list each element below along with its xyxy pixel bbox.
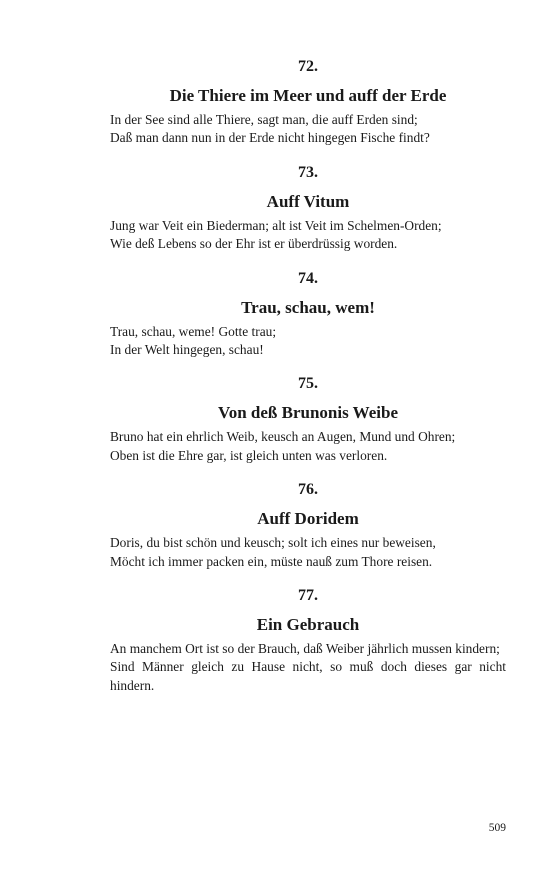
poem-line: In der Welt hingegen, schau! [110,342,264,358]
poem-title: Auff Doridem [257,509,359,529]
poem-line: Oben ist die Ehre gar, ist gleich unten was verloren. [110,447,388,463]
poem-text [110,111,506,148]
poem-title: Die Thiere im Meer und auff der Erde [169,86,447,105]
poem-number: 76. [298,481,318,499]
poem-72 [110,56,506,148]
page-content [110,56,506,709]
poem-title: Von deß Brunonis Weibe [218,403,398,423]
poem-73 [110,162,506,254]
poem-line: Trau, schau, weme! Gotte trau; [110,323,277,339]
poem-line: Möcht ich immer packen ein, müste nauß zum Thore reisen. [110,553,433,569]
poem-line: In der See sind alle Thiere, sagt man, die auff Erden sind; [110,112,418,127]
poem-line: Sind Männer gleich zu Hause nicht, so muß doch dieses gar nicht hindern. [110,659,506,693]
page-number: 509 [488,822,506,834]
poem-number: 72. [298,58,318,75]
poem-number: 75. [298,375,318,393]
poem-74 [110,268,506,360]
poem-text [110,323,506,360]
poem-77 [110,585,506,695]
poem-number: 74. [298,269,318,287]
poem-75 [110,373,506,465]
poem-text [110,217,506,254]
poem-title: Ein Gebrauch [256,615,360,635]
poem-number: 77. [298,587,318,605]
poem-line: Daß man dann nun in der Erde nicht hingegen Fische findt? [110,130,430,146]
poem-title: Auff Vitum [266,191,350,211]
poem-title: Trau, schau, wem! [241,297,375,317]
poem-text [110,640,506,695]
poem-line: Wie deß Lebens so der Ehr ist er überdrüssig worden. [110,236,398,252]
poem-line: Doris, du bist schön und keusch; solt ich eines nur beweisen, [110,535,436,551]
poem-number: 73. [298,163,318,181]
poem-line: Bruno hat ein ehrlich Weib, keusch an Augen, Mund und Ohren; [110,429,456,445]
poem-76 [110,479,506,571]
poem-text [110,534,506,571]
poem-text [110,428,506,465]
poem-line: Jung war Veit ein Biederman; alt ist Veit im Schelmen-Orden; [110,217,442,233]
poem-line: An manchem Ort ist so der Brauch, daß Weiber jährlich mussen kindern; [110,641,500,657]
